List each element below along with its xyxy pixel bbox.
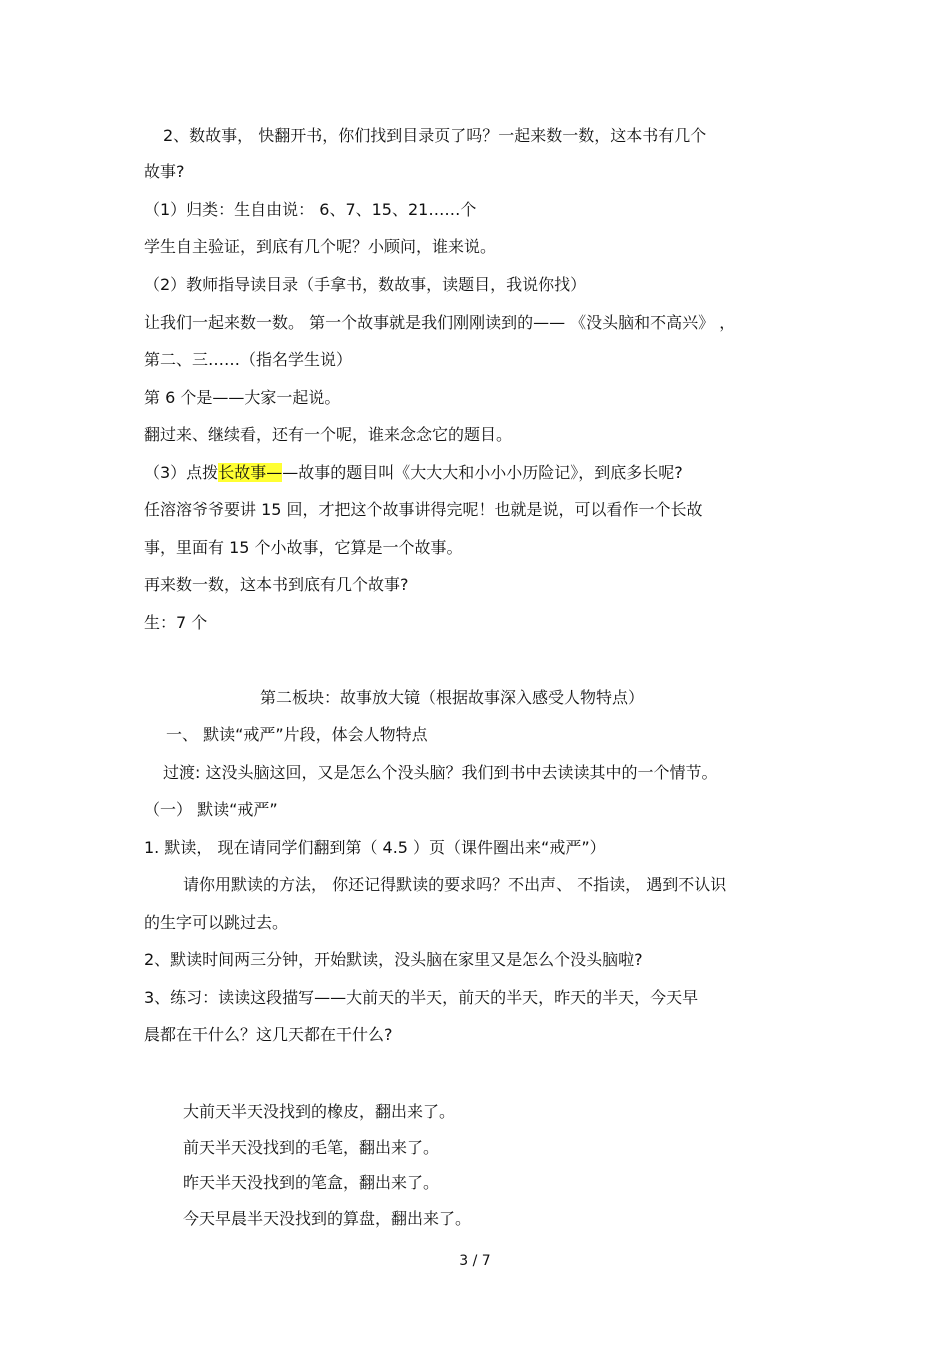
paragraph-text: 故事?	[144, 162, 185, 181]
excerpt-line: 大前天半天没找到的橡皮，翻出来了。	[183, 1102, 456, 1121]
paragraph-classify: （1）归类：生自由说： 6、7、15、21……个	[144, 200, 477, 219]
paragraph-text: 第二、三……（指名学生说）	[144, 350, 353, 369]
paragraph-text: 任溶溶爷爷要讲 15 回，才把这个故事讲得完呢！也就是说，可以看作一个长故	[144, 500, 703, 519]
paragraph-text: 再来数一数，这本书到底有几个故事?	[144, 575, 409, 594]
paragraph-text: （3）点拨	[144, 463, 219, 482]
paragraph-text: 2、默读时间两三分钟，开始默读，没头脑在家里又是怎么个没头脑啦?	[144, 950, 643, 969]
paragraph-count-stories: 2、数故事， 快翻开书，你们找到目录页了吗？一起来数一数，这本书有几个	[163, 126, 707, 145]
paragraph-long-story	[144, 462, 683, 484]
page-number: 3 / 7	[459, 1253, 491, 1269]
subsection-heading: （一） 默读“戒严”	[144, 800, 278, 819]
paragraph-transition: 过渡: 这没头脑这回，又是怎么个没头脑？我们到书中去读读其中的一个情节。	[163, 763, 718, 782]
paragraph-text: 翻过来、继续看，还有一个呢，谁来念念它的题目。	[144, 425, 513, 444]
section-heading: 第二板块：故事放大镜（根据故事深入感受人物特点）	[260, 688, 645, 707]
paragraph-text: 事，里面有 15 个小故事，它算是一个故事。	[144, 538, 463, 557]
paragraph-text: 晨都在干什么？这几天都在干什么?	[144, 1025, 393, 1044]
highlighted-text: 长故事—	[218, 463, 283, 482]
paragraph-text: —故事的题目叫《大大大和小小小历险记》，到底多长呢?	[282, 463, 683, 482]
paragraph-text: 1. 默读， 现在请同学们翻到第（ 4.5 ）页（课件圈出来“戒严”）	[144, 838, 606, 857]
excerpt-line: 昨天半天没找到的笔盒，翻出来了。	[183, 1173, 440, 1192]
excerpt-line: 今天早晨半天没找到的算盘，翻出来了。	[183, 1209, 472, 1228]
paragraph-text: 生：7 个	[144, 613, 208, 632]
paragraph-text: 学生自主验证，到底有几个呢？小顾问，谁来说。	[144, 237, 497, 256]
paragraph-teacher-guide: （2）教师指导读目录（手拿书，数故事，读题目，我说你找）	[144, 275, 587, 294]
paragraph-text: 的生字可以跳过去。	[144, 913, 289, 932]
excerpt-line: 前天半天没找到的毛笔，翻出来了。	[183, 1138, 440, 1157]
subsection-heading: 一、 默读“戒严”片段，体会人物特点	[166, 725, 428, 744]
paragraph-text: 请你用默读的方法， 你还记得默读的要求吗？不出声、 不指读， 遇到不认识	[183, 875, 727, 894]
paragraph-text: 第 6 个是——大家一起说。	[144, 388, 341, 407]
paragraph-text: 3、练习：读读这段描写——大前天的半天，前天的半天，昨天的半天，今天早	[144, 988, 699, 1007]
paragraph-text: 让我们一起来数一数。 第一个故事就是我们刚刚读到的—— 《没头脑和不高兴》 ，	[144, 313, 736, 332]
